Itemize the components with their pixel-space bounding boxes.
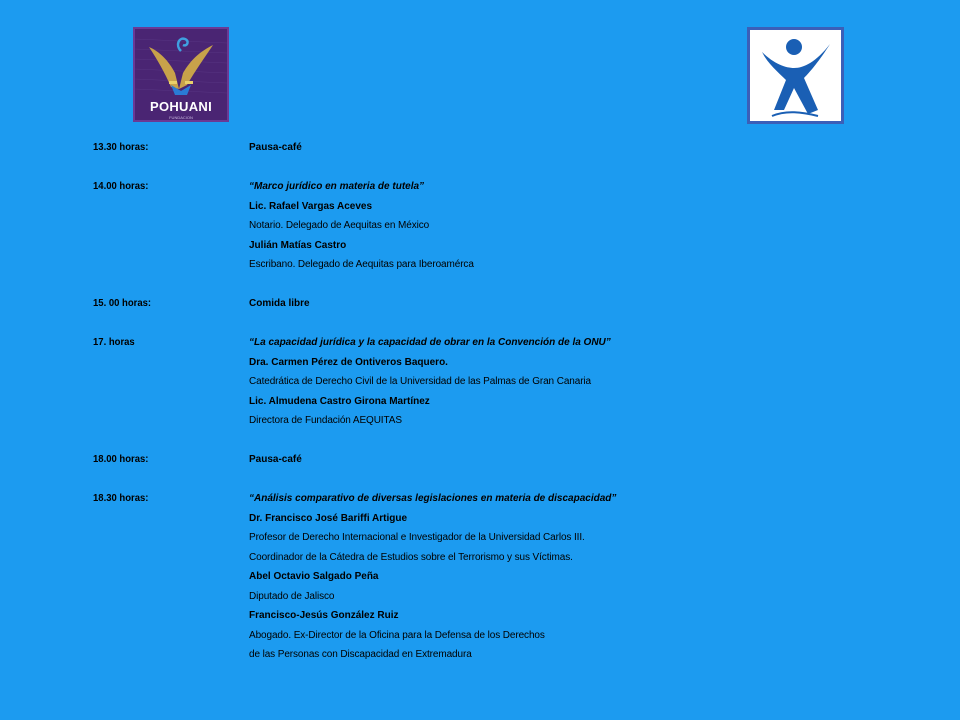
talk-title: “Análisis comparativo de diversas legislaciones en materia de discapacidad” (249, 493, 617, 504)
pohuani-logo-text: POHUANI (149, 99, 213, 114)
speaker-description: Directora de Fundación AEQUITAS (249, 415, 402, 426)
agenda-time: 14.00 horas: (93, 181, 149, 192)
pohuani-logo (133, 27, 229, 122)
speaker-name: Dra. Carmen Pérez de Ontiveros Baquero. (249, 356, 448, 368)
agenda-title: Pausa-café (249, 454, 302, 465)
agenda-item (93, 333, 933, 431)
speaker-name: Lic. Almudena Castro Girona Martínez (249, 395, 430, 407)
speaker-description: Coordinador de la Cátedra de Estudios sobre el Terrorismo y sus Víctimas. (249, 551, 573, 563)
figure-icon (750, 30, 841, 121)
speaker-description: de las Personas con Discapacidad en Extremadura (249, 649, 472, 660)
speaker-description: Catedrática de Derecho Civil de la Universidad de las Palmas de Gran Canaria (249, 376, 592, 387)
speaker-description: Profesor de Derecho Internacional e Investigador de la Universidad Carlos III. (249, 532, 585, 543)
agenda-item (93, 138, 933, 158)
speaker-name: Abel Octavio Salgado Peña (249, 571, 379, 582)
speaker-name: Lic. Rafael Vargas Aceves (249, 200, 373, 212)
agenda-time: 18.00 horas: (93, 454, 149, 465)
agenda-item (93, 294, 933, 314)
agenda-time: 13.30 horas: (93, 142, 149, 153)
agenda-item (93, 450, 933, 470)
talk-title: “La capacidad jurídica y la capacidad de obrar en la Convención de la ONU” (249, 337, 611, 348)
agenda-title: Pausa-café (249, 142, 302, 153)
aequitas-logo (747, 27, 844, 124)
agenda-time: 18.30 horas: (93, 493, 149, 504)
agenda-item (93, 489, 933, 665)
speaker-description: Abogado. Ex-Director de la Oficina para la Defensa de los Derechos (249, 629, 545, 641)
agenda-time: 17. horas (93, 337, 135, 348)
speaker-description: Escribano. Delegado de Aequitas para Iberoamérca (249, 259, 474, 270)
speaker-description: Diputado de Jalisco (249, 590, 335, 602)
agenda-time: 15. 00 horas: (93, 298, 152, 309)
pohuani-logo-subtext: FUNDACION (169, 115, 193, 120)
speaker-name: Francisco-Jesús González Ruiz (249, 610, 399, 621)
agenda-item (93, 177, 933, 275)
agenda-title: Comida libre (249, 298, 310, 309)
talk-title: “Marco jurídico en materia de tutela” (249, 181, 425, 192)
speaker-description: Notario. Delegado de Aequitas en México (249, 220, 430, 231)
speaker-name: Dr. Francisco José Bariffi Artigue (249, 512, 408, 524)
agenda (93, 138, 933, 665)
speaker-name: Julián Matías Castro (249, 239, 347, 251)
